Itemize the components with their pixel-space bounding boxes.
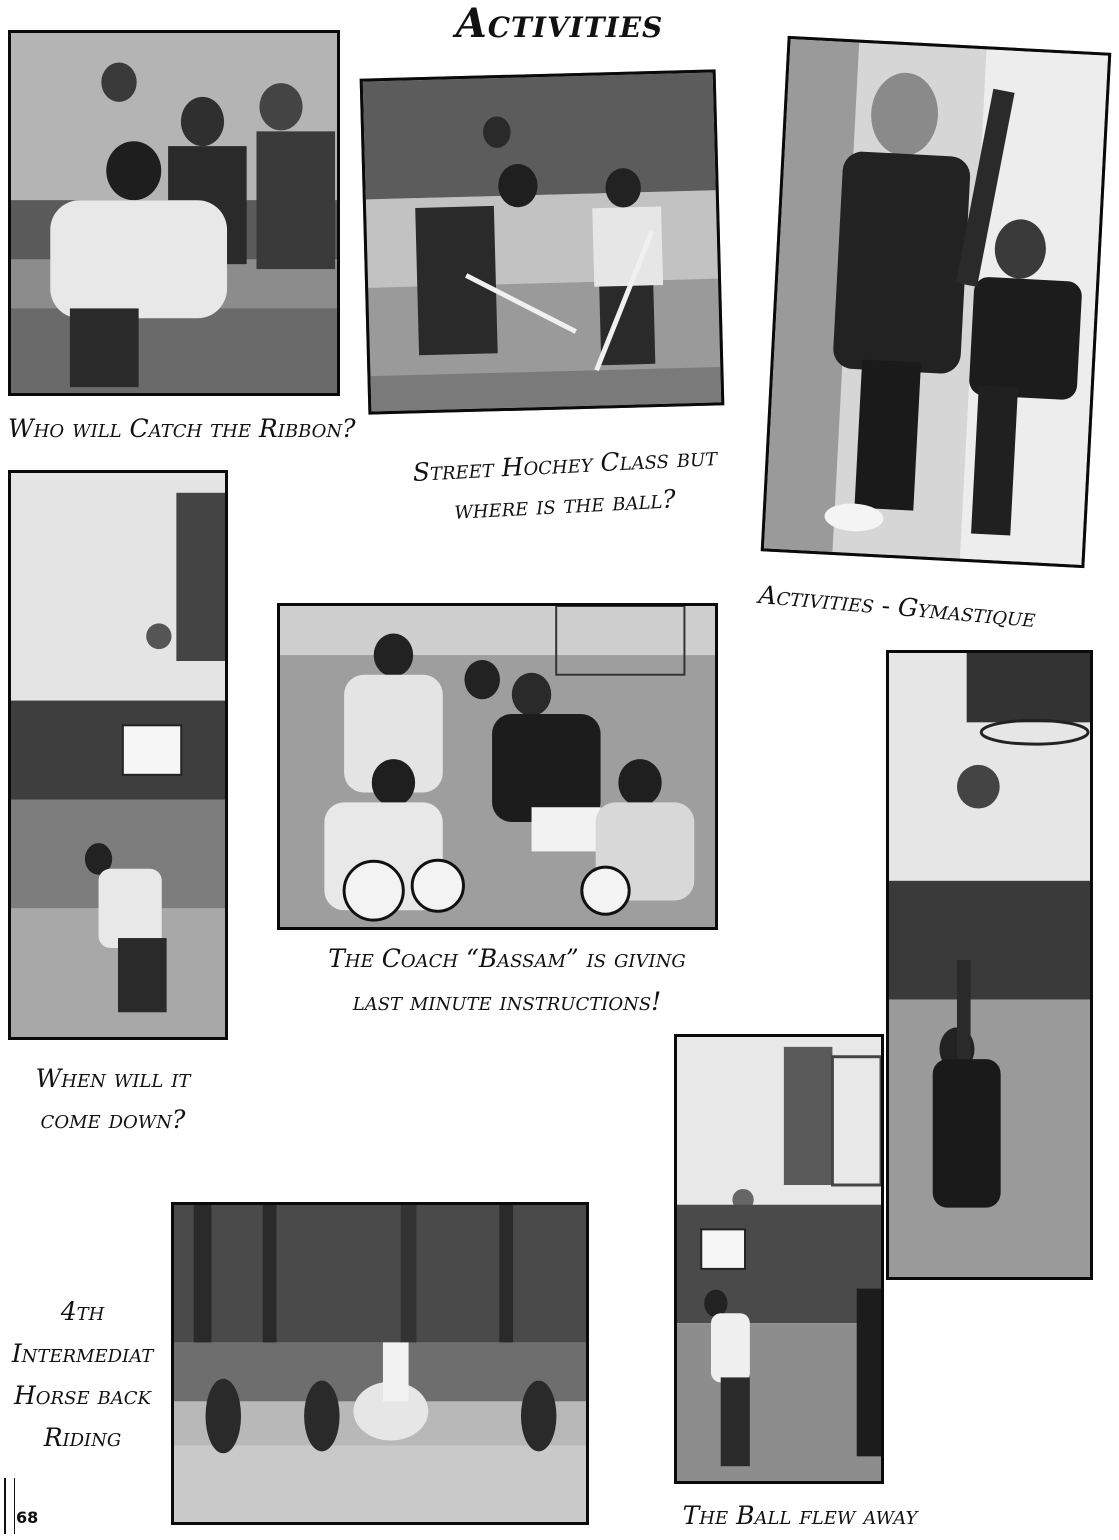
photo-coach-image — [280, 606, 715, 927]
caption-hockey-1: Street Hochey Class but — [412, 442, 718, 487]
photo-basketball-left — [8, 470, 228, 1040]
photo-gymnastics-image — [764, 39, 1108, 565]
photo-coach — [277, 603, 718, 930]
caption-hockey-2: where is the ball? — [453, 484, 677, 525]
page-margin-bar — [4, 1478, 15, 1534]
photo-ball-flew — [674, 1034, 884, 1484]
page-title: Activities — [455, 0, 664, 47]
caption-basketball-left-2: come down? — [40, 1105, 186, 1134]
caption-horse-1: 4th — [60, 1297, 105, 1326]
caption-coach-2: last minute instructions! — [352, 987, 662, 1016]
caption-ball-flew: The Ball flew away — [682, 1501, 918, 1530]
caption-basketball-left-1: When will it — [35, 1064, 191, 1093]
caption-coach-1: The Coach “Bassam” is giving — [328, 944, 686, 973]
caption-horse-2: Intermediat — [11, 1339, 154, 1368]
caption-gymnastics: Activities - Gymastique — [757, 579, 1037, 634]
caption-horse-3: Horse back — [14, 1381, 151, 1410]
photo-gymnastics — [761, 36, 1112, 568]
page-number: 68 — [16, 1508, 39, 1527]
photo-ball-flew-image — [677, 1037, 881, 1481]
photo-basketball-right — [886, 650, 1093, 1280]
photo-basketball-right-image — [889, 653, 1090, 1277]
photo-ribbon-image — [11, 33, 337, 393]
photo-hockey-image — [363, 72, 722, 411]
photo-horse — [171, 1202, 589, 1525]
caption-horse-4: Riding — [43, 1423, 122, 1452]
photo-horse-image — [174, 1205, 586, 1522]
caption-ribbon: Who will Catch the Ribbon? — [8, 414, 356, 443]
photo-basketball-left-image — [11, 473, 225, 1037]
photo-hockey — [360, 69, 725, 414]
photo-ribbon — [8, 30, 340, 396]
